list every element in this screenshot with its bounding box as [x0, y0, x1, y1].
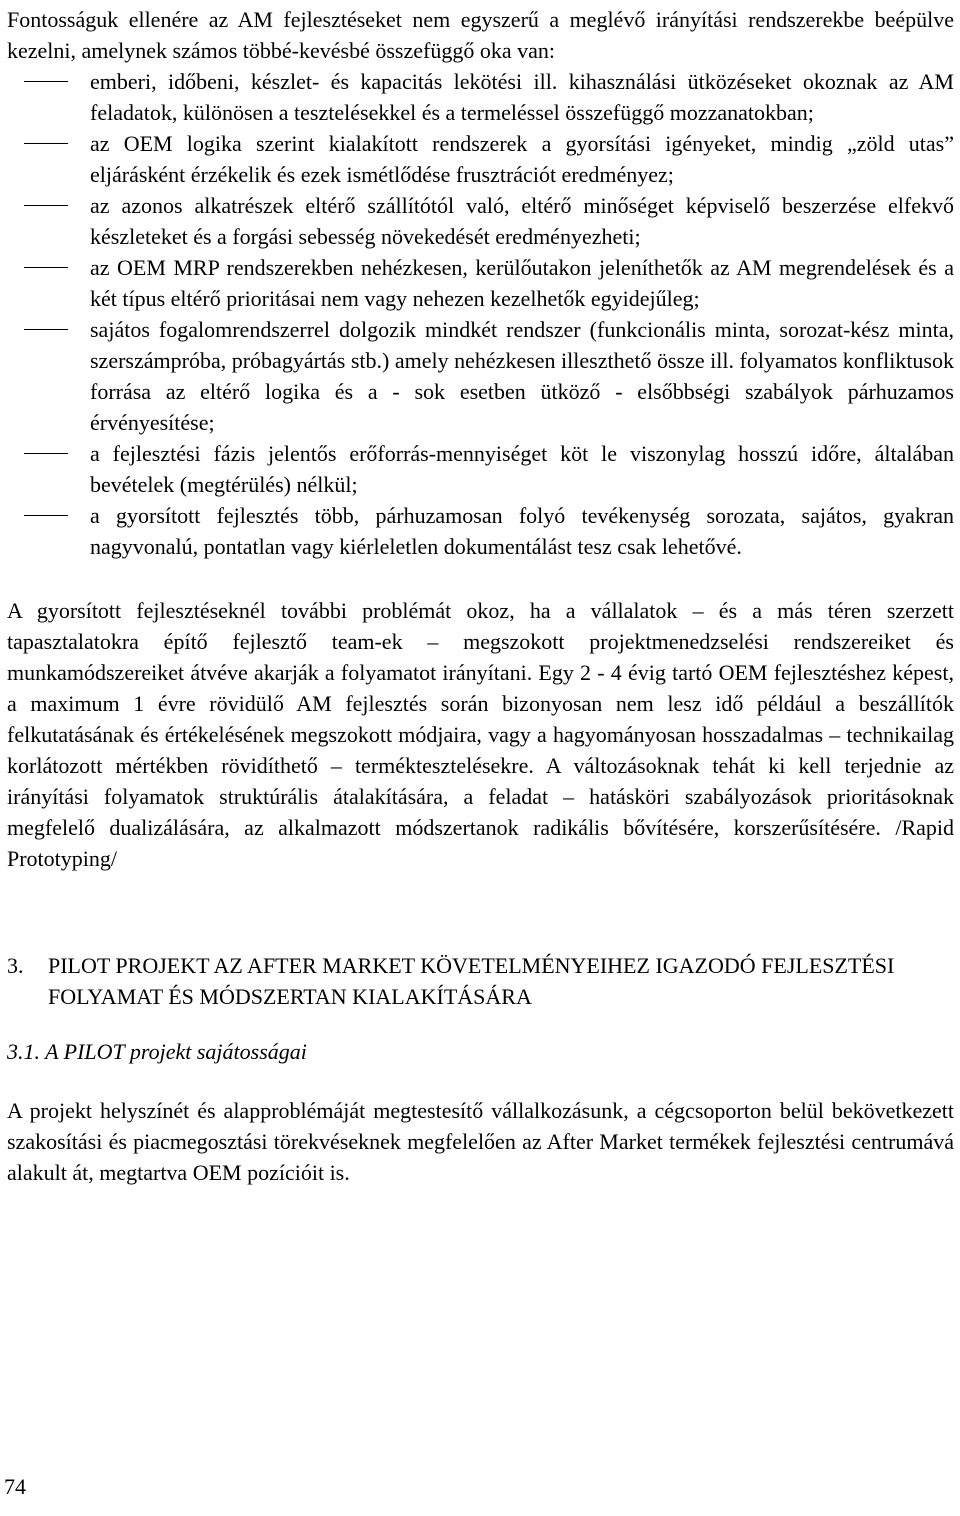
list-item: emberi, időbeni, készlet- és kapacitás lekötési ill. kihasználási ütközéseket okoznak az AM feladatok, különösen a tesztelésekkel és a termeléssel összefüggő mozzanatokban;	[7, 66, 954, 128]
dash-icon	[24, 143, 68, 144]
dash-icon	[24, 205, 68, 206]
dash-icon	[24, 81, 68, 82]
dash-icon	[24, 267, 68, 268]
document-page	[7, 4, 954, 1188]
list-item: az OEM MRP rendszerekben nehézkesen, kerülőutakon jeleníthetők az AM megrendelések és a két típus eltérő prioritásai nem vagy nehezen kezelhetők egyidejűleg;	[7, 252, 954, 314]
dash-icon	[24, 515, 68, 516]
body-paragraph-3: A projekt helyszínét és alapproblémáját megtestesítő vállalkozásunk, a cégcsoporton belül bekövetkezett szakosítási és piacmegosztási törekvéseknek megfelelően az After Market termékek fejlesztési centrumává alakult át, megtartva OEM pozícióit is.	[7, 1098, 954, 1185]
intro-paragraph: Fontosságuk ellenére az AM fejlesztéseket nem egyszerű a meglévő irányítási rendszerekbe beépülve kezelni, amelynek számos többé-kevésbé összefüggő oka van:	[7, 7, 954, 63]
dash-icon	[24, 329, 68, 330]
subsection-heading: 3.1. A PILOT projekt sajátosságai	[7, 1039, 307, 1064]
section-heading	[7, 950, 954, 1012]
section-title: PILOT PROJEKT AZ AFTER MARKET KÖVETELMÉNYEIHEZ IGAZODÓ FEJLESZTÉSI FOLYAMAT ÉS MÓDSZERTAN KIALAKÍTÁSÁRA	[48, 953, 895, 1009]
section-number: 3.	[7, 953, 24, 978]
list-item: a fejlesztési fázis jelentős erőforrás-mennyiséget köt le viszonylag hosszú időre, általában bevételek (megtérülés) nélkül;	[7, 438, 954, 500]
body-paragraph-2: A gyorsított fejlesztéseknél további problémát okoz, ha a vállalatok – és a más téren szerzett tapasztalatokra építő fejlesztő team-ek – megszokott projektmenedzselési rendszereiket és munkamódszereiket átvéve akarják a folyamatot irányítani. Egy 2 - 4 évig tartó OEM fejlesztéshez képest, a maximum 1 évre rövidülő AM fejlesztés során bizonyosan nem lesz idő például a beszállítók felkutatásának és értékelésének megszokott módjaira, vagy a hagyományosan hosszadalmas – technikailag korlátozott mértékben rövidíthető – terméktesztelésekre. A változásoknak tehát ki kell terjednie az irányítási folyamatok struktúrális átalakítására, a feladat – hatásköri szabályozások prioritásoknak megfelelő dualizálására, az alkalmazott módszertanok radikális bővítésére, korszerűsítésére. /Rapid Prototyping/	[7, 598, 954, 871]
list-item: a gyorsított fejlesztés több, párhuzamosan folyó tevékenység sorozata, sajátos, gyakran nagyvonalú, pontatlan vagy kiérleletlen dokumentálást tesz csak lehetővé.	[7, 500, 954, 562]
list-item: sajátos fogalomrendszerrel dolgozik mindkét rendszer (funkcionális minta, sorozat-kész minta, szerszámpróba, próbagyártás stb.) amely nehézkesen illeszthető össze ill. folyamatos konfliktusok forrása az eltérő logika és a - sok esetben ütköző - elsőbbségi szabályok párhuzamos érvényesítése;	[7, 314, 954, 438]
dash-icon	[24, 453, 68, 454]
bullet-list	[7, 66, 954, 562]
list-item: az OEM logika szerint kialakított rendszerek a gyorsítási igényeket, mindig „zöld utas” eljárásként érzékelik és ezek ismétlődése frusztrációt eredményez;	[7, 128, 954, 190]
page-number: 74	[4, 1474, 26, 1499]
list-item: az azonos alkatrészek eltérő szállítótól való, eltérő minőséget képviselő beszerzése elfekvő készleteket és a forgási sebesség növekedését eredményezheti;	[7, 190, 954, 252]
